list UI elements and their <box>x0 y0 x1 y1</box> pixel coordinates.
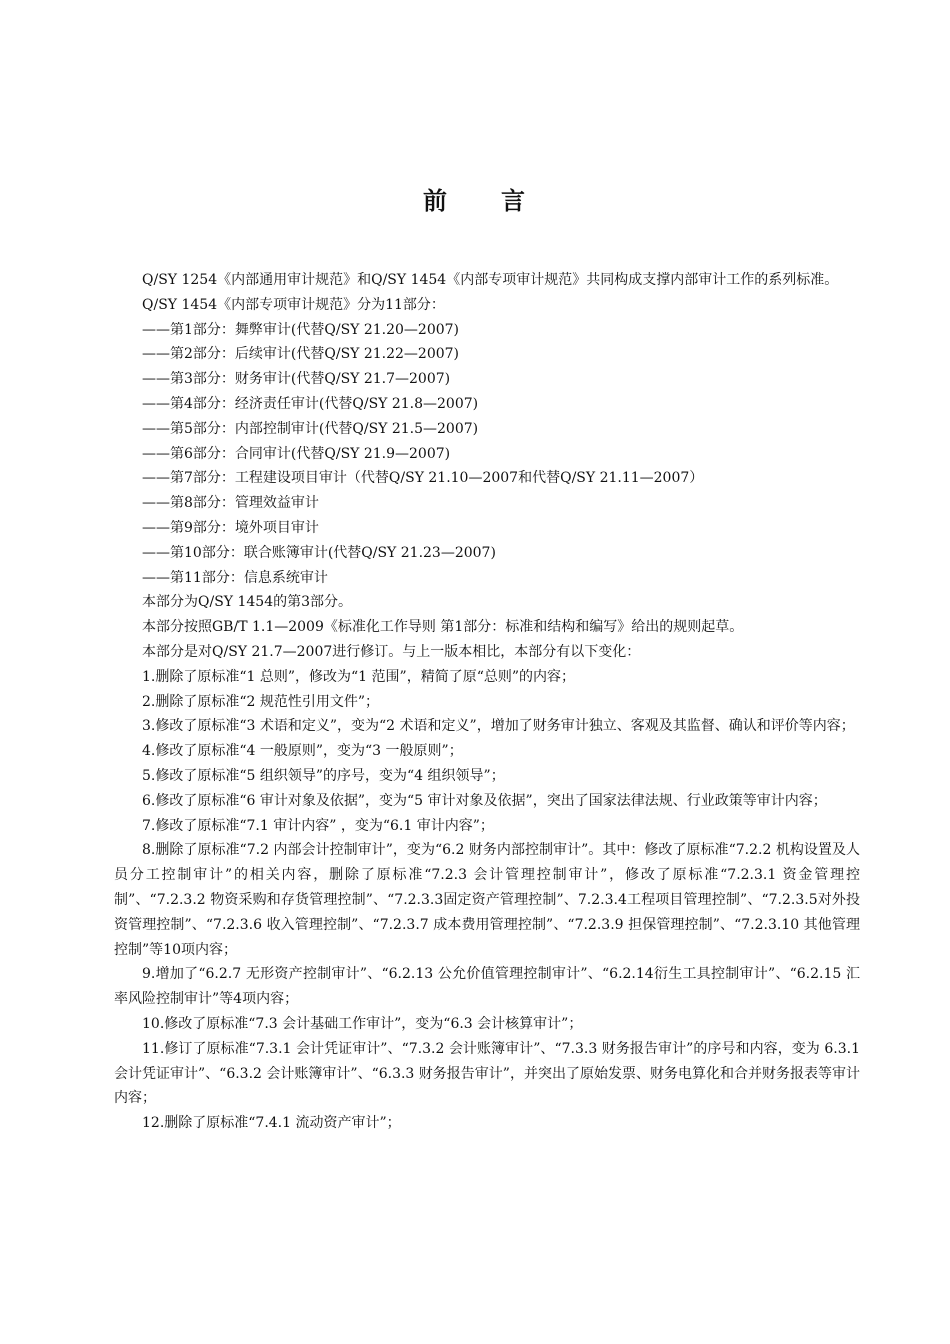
change-item-9: 9.增加了“6.2.7 无形资产控制审计”、“6.2.13 公允价值管理控制审计”、“6.2.14衍生工具控制审计”、“6.2.15 汇率风险控制审计”等4项内容； <box>114 966 860 1008</box>
paragraph-intro: Q/SY 1254《内部通用审计规范》和Q/SY 1454《内部专项审计规范》共同构成支撑内部审计工作的系列标准。 <box>142 272 839 288</box>
list-item-part-10: ——第10部分：联合账簿审计(代替Q/SY 21.23—2007) <box>142 544 496 561</box>
change-item-7: 7.修改了原标准“7.1 审计内容” ，变为“6.1 审计内容”； <box>142 817 494 834</box>
change-item-11: 11.修订了原标准“7.3.1 会计凭证审计”、“7.3.2 会计账簿审计”、“7.3.3 财务报告审计”的序号和内容，变为 6.3.1 会计凭证审计”、“6.3.2 会计账簿审计”、“6.3.3 财务报告审计”，并突出了原始发票、财务电算化和合并财务报表等审计内容； <box>114 1040 860 1107</box>
change-item-3: 3.修改了原标准“3 术语和定义”，变为“2 术语和定义”，增加了财务审计独立、客观及其监督、确认和评价等内容； <box>142 718 855 735</box>
list-item-part-11: ——第11部分：信息系统审计 <box>142 569 328 586</box>
change-item-12: 12.删除了原标准“7.4.1 流动资产审计”； <box>142 1115 401 1132</box>
list-item-part-6: ——第6部分：合同审计(代替Q/SY 21.9—2007) <box>142 445 451 462</box>
paragraph-parts-count: Q/SY 1454《内部专项审计规范》分为11部分： <box>142 296 445 313</box>
change-item-6: 6.修改了原标准“6 审计对象及依据”，变为“5 审计对象及依据”，突出了国家法律法规、行业政策等审计内容； <box>142 792 827 809</box>
change-item-10: 10.修改了原标准“7.3 会计基础工作审计”，变为“6.3 会计核算审计”； <box>142 1015 583 1032</box>
change-item-8: 8.删除了原标准“7.2 内部会计控制审计”，变为“6.2 财务内部控制审计”。其中：修改了原标准“7.2.2 机构设置及人员分工控制审计”的相关内容，删除了原标准“7.2.3 会计管理控制审计”，修改了原标准“7.2.3.1 资金管理控制”、“7.2.3.2 物资采购和存货管理控制”、“7.2.3.3固定资产管理控制”、7.2.3.4工程项目管理控制”、“7.2.3.5对外投资管理控制”、“7.2.3.6 收入管理控制”、“7.2.3.7 成本费用管理控制”、“7.2.3.9 担保管理控制”、“7.2.3.10 其他管理控制”等10项内容； <box>114 842 860 958</box>
change-item-1: 1.删除了原标准“1 总则”，修改为“1 范围”，精简了原“总则”的内容； <box>142 668 576 685</box>
paragraph-revision: 本部分是对Q/SY 21.7—2007进行修订。与上一版本相比，本部分有以下变化： <box>142 643 641 660</box>
list-item-part-5: ——第5部分：内部控制审计(代替Q/SY 21.5—2007) <box>142 420 479 437</box>
change-item-5: 5.修改了原标准“5 组织领导”的序号，变为“4 组织领导”； <box>142 767 505 784</box>
paragraph-this-part: 本部分为Q/SY 1454的第3部分。 <box>142 594 353 611</box>
list-item-part-1: ——第1部分：舞弊审计(代替Q/SY 21.20—2007) <box>142 321 460 338</box>
list-item-part-7: ——第7部分：工程建设项目审计（代替Q/SY 21.10—2007和代替Q/SY 21.11—2007） <box>142 470 704 487</box>
page-title: 前 言 <box>423 187 527 215</box>
list-item-part-3: ——第3部分：财务审计(代替Q/SY 21.7—2007) <box>142 371 451 388</box>
change-item-2: 2.删除了原标准“2 规范性引用文件”； <box>142 693 380 710</box>
list-item-part-4: ——第4部分：经济责任审计(代替Q/SY 21.8—2007) <box>142 395 479 412</box>
paragraph-drafting-rules: 本部分按照GB/T 1.1—2009《标准化工作导则 第1部分：标准和结构和编写》给出的规则起草。 <box>142 619 744 636</box>
change-item-4: 4.修改了原标准“4 一般原则”，变为“3 一般原则”； <box>142 743 463 760</box>
list-item-part-9: ——第9部分：境外项目审计 <box>142 519 319 536</box>
list-item-part-2: ——第2部分：后续审计(代替Q/SY 21.22—2007) <box>142 346 460 363</box>
list-item-part-8: ——第8部分：管理效益审计 <box>142 495 319 512</box>
document-body <box>114 268 860 1136</box>
